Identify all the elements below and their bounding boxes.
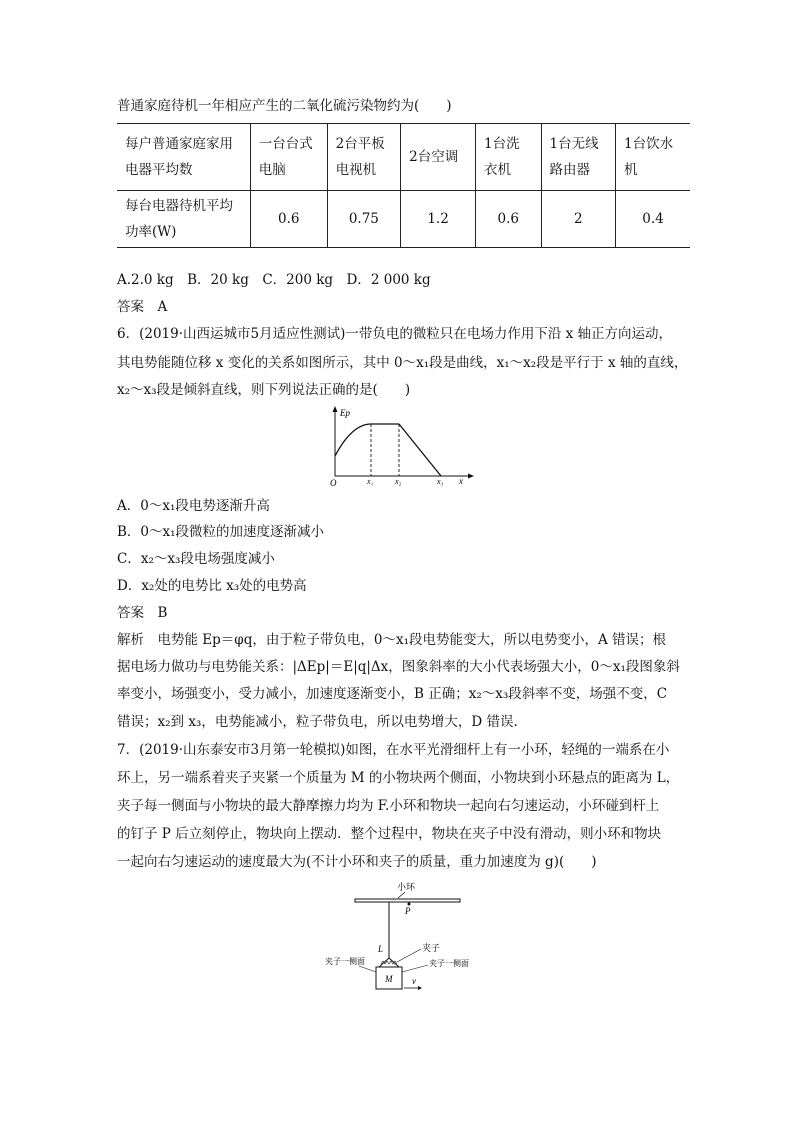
question-6-option-d: D．x₂处的电势比 x₃处的电势高: [117, 578, 307, 594]
question-6-option-c: C．x₂～x₃段电场强度减小: [117, 551, 275, 567]
question-6-analysis-line: 据电场力做功与电势能关系：|ΔEp|＝E|q|Δx，图象斜率的大小代表场强大小，0～x₁段图象斜: [117, 659, 680, 675]
question-6-option-a: A．0～x₁段电势逐渐升高: [117, 498, 270, 514]
appliance-table: [117, 123, 690, 248]
table-cell: 2: [541, 191, 616, 248]
x-axis-arrow: [468, 474, 474, 479]
question-6-analysis-line: 错误；x₂到 x₃，电势能减小，粒子带负电，所以电势增大，D 错误.: [117, 714, 518, 730]
table-header-cell: 1台无线路由器: [541, 124, 616, 191]
clip-label: 夹子: [422, 943, 441, 953]
question-5-options: A.2.0 kg B．20 kg C．200 kg D．2 000 kg: [117, 272, 431, 288]
question-5-stem: 普通家庭待机一年相应产生的二氧化硫污染物约为( ): [117, 98, 452, 114]
table-header-row: [117, 124, 690, 191]
clip-side-left-pointer: [359, 966, 376, 972]
question-6-stem-line: 其电势能随位移 x 变化的关系如图所示，其中 0～x₁段是曲线，x₁～x₂段是平行于 x 轴的直线，: [117, 355, 688, 371]
question-7-stem-line: 夹子每一侧面与小物块的最大静摩擦力均为 F.小环和物块一起向右匀速运动，小环碰到杆上: [117, 798, 660, 814]
question-5-answer: 答案 A: [117, 299, 168, 315]
horizontal-rod: [355, 899, 460, 902]
table-header-cell: 1台洗衣机: [476, 124, 541, 191]
clip-pendulum-figure: [325, 878, 475, 993]
ring-pointer: [398, 892, 405, 898]
table-header-cell: 一台台式电脑: [250, 124, 327, 191]
question-7-stem-line: 一起向右匀速运动的速度最大为(不计小环和夹子的质量，重力加速度为 g)( ): [117, 854, 597, 870]
y-axis-label: Ep: [340, 408, 350, 418]
clip-side-right-label: 夹子一侧面: [429, 959, 469, 968]
length-label: L: [378, 944, 384, 954]
question-7-stem-line: 的钉子 P 后立刻停止，物块向上摆动．整个过程中，物块在夹子中没有滑动，则小环和物块: [117, 826, 662, 842]
table-cell: 0.4: [616, 191, 690, 248]
tick-label: x₁: [367, 477, 374, 486]
sloped-segment: [399, 424, 441, 476]
table-row: [117, 191, 690, 248]
velocity-label: v: [412, 976, 416, 986]
tick-label: x₂: [395, 477, 402, 486]
tick-label: x₃: [437, 477, 444, 486]
question-6-analysis-line: 解析 电势能 Ep＝φq，由于粒子带负电，0～x₁段电势能变大，所以电势变小，A 错误；根: [117, 632, 667, 648]
question-6-analysis-line: 率变小，场强变小，受力减小，加速度逐渐变小，B 正确；x₂～x₃段斜率不变，场强不变，C: [117, 686, 668, 702]
clip-side-right-pointer: [402, 965, 428, 972]
y-axis-arrow: [333, 406, 338, 412]
table-cell: 0.6: [250, 191, 327, 248]
table-header-cell: 2台平板电视机: [327, 124, 401, 191]
origin-label: O: [330, 478, 337, 488]
table-cell: 0.75: [327, 191, 401, 248]
table-cell: 1.2: [401, 191, 476, 248]
question-6-stem-line: x₂～x₃段是倾斜直线，则下列说法正确的是( ): [117, 382, 411, 398]
clip-pointer: [397, 949, 421, 962]
velocity-arrowhead: [418, 986, 422, 990]
table-header-cell: 1台饮水机: [616, 124, 690, 191]
curve-segment: [335, 424, 371, 456]
question-6-answer: 答案 B: [117, 605, 168, 621]
question-7-stem-line: 7．(2019·山东泰安市3月第一轮模拟)如图，在水平光滑细杆上有一小环，轻绳的一端系在小: [117, 742, 670, 758]
mass-label: M: [385, 974, 393, 984]
table-row-label: 每台电器待机平均功率(W): [117, 191, 250, 248]
x-axis-label: x: [459, 476, 463, 486]
table-header-cell: 每户普通家庭家用电器平均数: [117, 124, 250, 191]
question-6-stem-line: 6．(2019·山西运城市5月适应性测试)一带负电的微粒只在电场力作用下沿 x 轴正方向运动，: [117, 326, 673, 342]
nail-label: P: [405, 906, 411, 916]
question-7-stem-line: 环上，另一端系着夹子夹紧一个质量为 M 的小物块两个侧面，小物块到小环悬点的距离为 L，: [117, 770, 680, 786]
table-cell: 0.6: [476, 191, 541, 248]
question-6-option-b: B．0～x₁段微粒的加速度逐渐减小: [117, 524, 325, 540]
ring-label: 小环: [397, 882, 416, 892]
table-header-cell: 2台空调: [401, 124, 476, 191]
clip-side-left-label: 夹子一侧面: [325, 957, 365, 966]
potential-energy-graph: [320, 404, 480, 490]
